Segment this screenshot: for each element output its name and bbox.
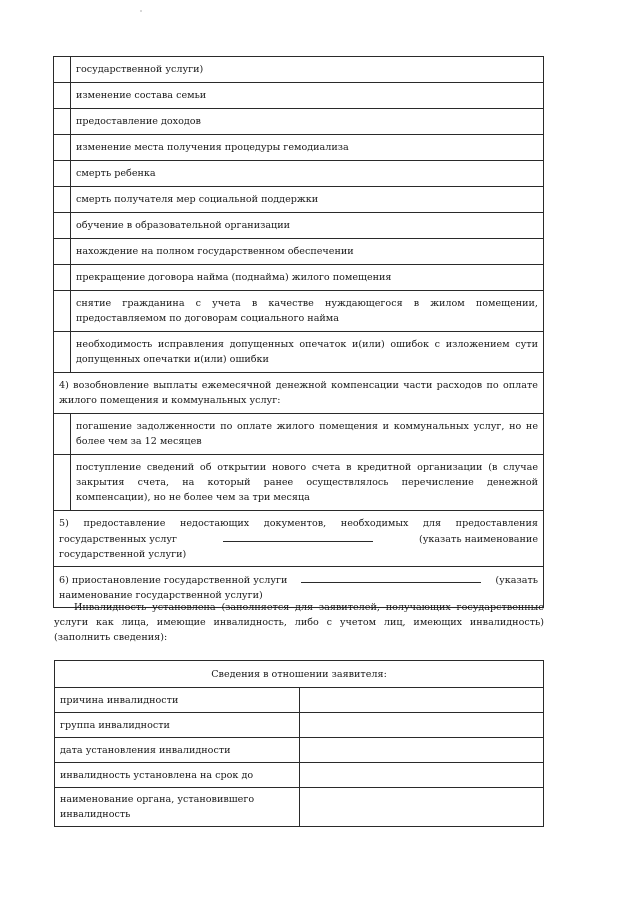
section-5-row[interactable] <box>54 511 544 567</box>
section-4-header-row <box>54 373 544 414</box>
disability-value-cell[interactable] <box>299 763 544 788</box>
table-row <box>54 213 544 239</box>
checkbox-cell[interactable] <box>54 83 71 109</box>
checkbox-cell[interactable] <box>54 332 71 373</box>
table-row <box>55 688 544 713</box>
row-label: прекращение договора найма (поднайма) жилого помещения <box>71 265 544 291</box>
table-row <box>54 57 544 83</box>
row-label: снятие гражданина с учета в качестве нуждающегося в жилом помещении, предоставляемом по договорам социального найма <box>71 291 544 332</box>
change-reasons-table <box>53 56 544 608</box>
table-row <box>54 109 544 135</box>
row-label: государственной услуги) <box>71 57 544 83</box>
disability-table <box>54 660 544 827</box>
table-row <box>55 788 544 827</box>
row-label: смерть получателя мер социальной поддержки <box>71 187 544 213</box>
disability-label: дата установления инвалидности <box>55 738 300 763</box>
section-5-cell <box>54 511 544 567</box>
disability-label: инвалидность установлена на срок до <box>55 763 300 788</box>
section-6-line-1-end: (указать <box>495 574 538 586</box>
section-5-line-2-end: (указать наименование <box>418 533 538 545</box>
table-row <box>54 161 544 187</box>
service-name-blank[interactable] <box>223 531 373 542</box>
section-5-line-1: 5) предоставление недостающих документов, необходимых для предоставления <box>59 517 538 529</box>
checkbox-cell[interactable] <box>54 187 71 213</box>
row-label: смерть ребенка <box>71 161 544 187</box>
section-6-line-2: наименование государственной услуги) <box>59 589 263 601</box>
scan-dot <box>140 10 142 12</box>
disability-table-header: Сведения в отношении заявителя: <box>55 661 544 688</box>
checkbox-cell[interactable] <box>54 414 71 455</box>
table-row <box>54 135 544 161</box>
table-row <box>54 83 544 109</box>
row-label: поступление сведений об открытии нового счета в кредитной организации (в случае закрытия счета, на который ранее осуществлялось перечисление денежной компенсации), но не более чем за три месяца <box>71 455 544 511</box>
row-label: изменение места получения процедуры гемодиализа <box>71 135 544 161</box>
table-row <box>54 332 544 373</box>
section-6-line-1 <box>59 572 538 588</box>
disability-label: группа инвалидности <box>55 713 300 738</box>
table-row <box>55 713 544 738</box>
section-5-line-3: государственной услуги) <box>59 548 187 560</box>
checkbox-cell[interactable] <box>54 109 71 135</box>
checkbox-cell[interactable] <box>54 239 71 265</box>
checkbox-cell[interactable] <box>54 213 71 239</box>
checkbox-cell[interactable] <box>54 291 71 332</box>
checkbox-cell[interactable] <box>54 455 71 511</box>
checkbox-cell[interactable] <box>54 57 71 83</box>
table-row <box>54 265 544 291</box>
section-6-line-1-start: 6) приостановление государственной услуги <box>59 574 288 586</box>
disability-label: наименование органа, установившего инвалидность <box>55 788 300 827</box>
table-row <box>55 738 544 763</box>
checkbox-cell[interactable] <box>54 161 71 187</box>
disability-label: причина инвалидности <box>55 688 300 713</box>
section-4-header: 4) возобновление выплаты ежемесячной денежной компенсации части расходов по оплате жилого помещения и коммунальных услуг: <box>54 373 544 414</box>
table-row <box>54 187 544 213</box>
row-label: необходимость исправления допущенных опечаток и(или) ошибок с изложением сути допущенных опечатки и(или) ошибки <box>71 332 544 373</box>
table-row <box>54 291 544 332</box>
row-label: изменение состава семьи <box>71 83 544 109</box>
disability-value-cell[interactable] <box>299 738 544 763</box>
table-row <box>54 455 544 511</box>
table-row <box>54 414 544 455</box>
row-label: предоставление доходов <box>71 109 544 135</box>
table-row <box>55 763 544 788</box>
checkbox-cell[interactable] <box>54 265 71 291</box>
row-label: нахождение на полном государственном обеспечении <box>71 239 544 265</box>
row-label: погашение задолженности по оплате жилого помещения и коммунальных услуг, но не более чем за 12 месяцев <box>71 414 544 455</box>
disability-value-cell[interactable] <box>299 788 544 827</box>
section-5-line-2 <box>59 531 538 547</box>
disability-value-cell[interactable] <box>299 713 544 738</box>
section-5-line-2-start: государственных услуг <box>59 533 178 545</box>
disability-table-header-row <box>55 661 544 688</box>
checkbox-cell[interactable] <box>54 135 71 161</box>
disability-value-cell[interactable] <box>299 688 544 713</box>
suspended-service-blank[interactable] <box>301 572 481 583</box>
row-label: обучение в образовательной организации <box>71 213 544 239</box>
table-row <box>54 239 544 265</box>
disability-note: Инвалидность установлена (заполняется для заявителей, получающих государственные услуги как лица, имеющие инвалидность, либо с учетом лиц, имеющих инвалидность) (заполнить сведения): <box>54 602 544 643</box>
